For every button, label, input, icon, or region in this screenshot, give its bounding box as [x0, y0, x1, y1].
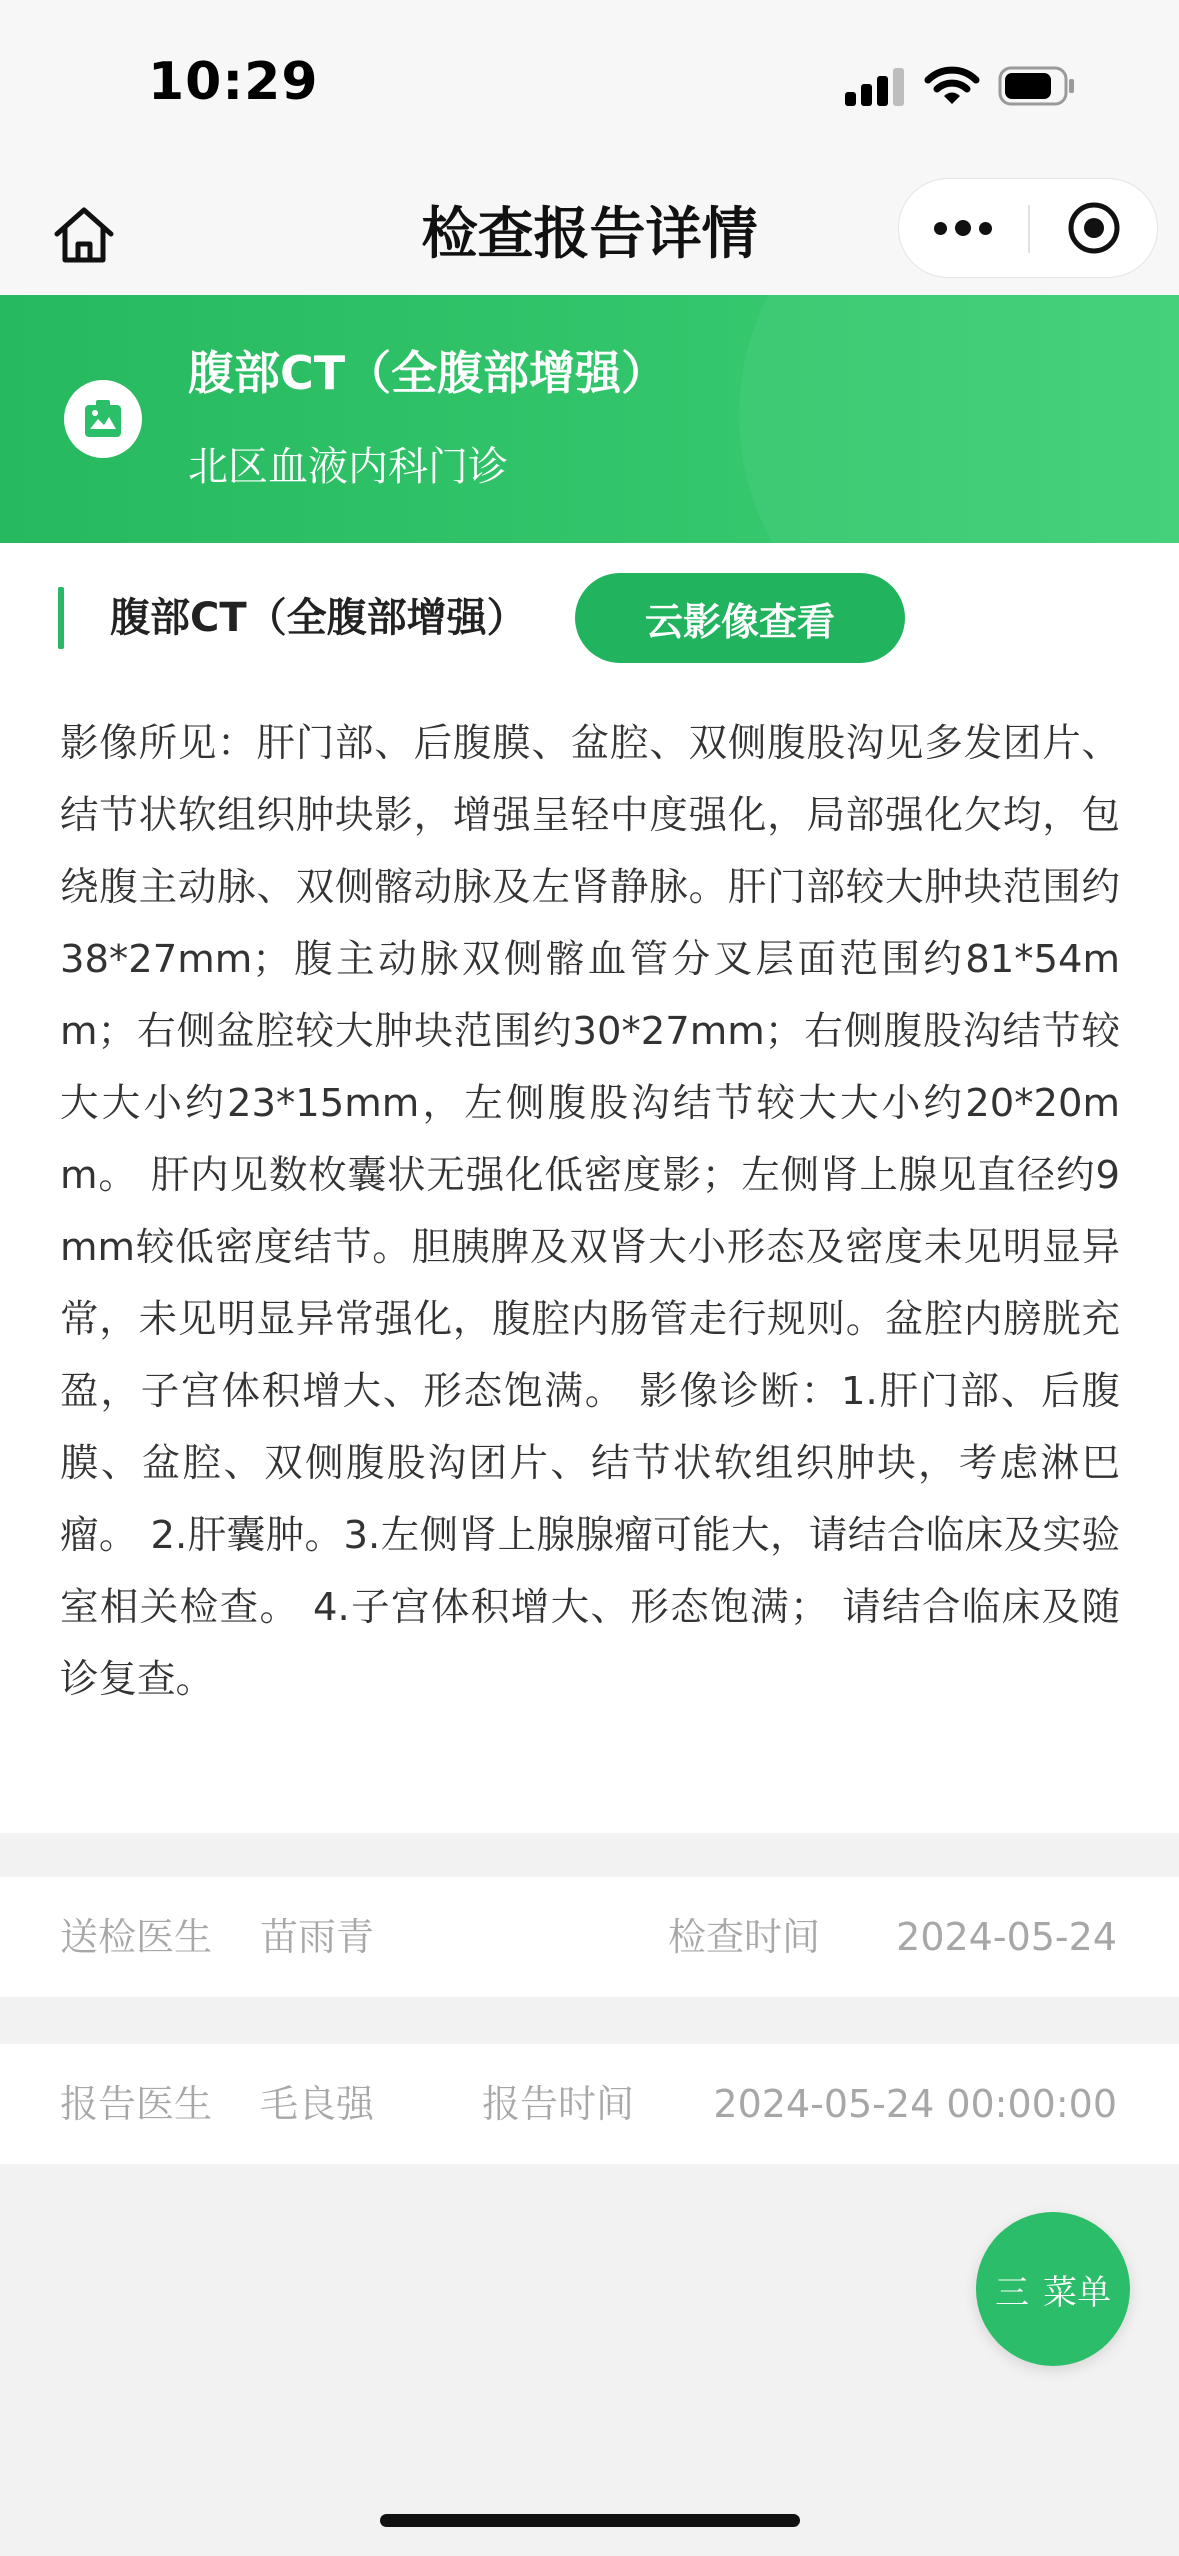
battery-icon: [998, 66, 1076, 106]
home-indicator[interactable]: [380, 2514, 800, 2527]
menu-icon: 三: [995, 2272, 1029, 2313]
status-bar: [0, 0, 1179, 175]
wifi-icon: [924, 64, 980, 108]
report-doctor-value: 毛良强: [260, 2082, 375, 2126]
page-title: 检查报告详情: [421, 202, 758, 267]
section-accent-bar: [58, 587, 64, 649]
cellular-signal-icon: [845, 66, 905, 106]
report-card: [0, 543, 1179, 1833]
close-miniprogram-button[interactable]: [1031, 179, 1157, 277]
header-decoration: [739, 295, 1179, 543]
department-name: 北区血液内科门诊: [188, 444, 508, 490]
report-name: 腹部CT（全腹部增强）: [110, 595, 527, 641]
send-doctor-value: 苗雨青: [260, 1915, 375, 1959]
navigation-bar: [0, 175, 1179, 295]
exam-title: 腹部CT（全腹部增强）: [188, 346, 668, 400]
exam-header: [0, 295, 1179, 543]
report-icon: [64, 380, 142, 458]
miniprogram-capsule: [898, 178, 1158, 278]
report-time-value: 2024-05-24 00:00:00: [713, 2082, 1117, 2126]
more-dots-icon: [934, 222, 947, 235]
more-options-button[interactable]: [899, 179, 1027, 277]
report-info-row: [0, 2044, 1179, 2164]
send-doctor-label: 送检医生: [60, 1915, 213, 1959]
send-info-row: [0, 1877, 1179, 1997]
capsule-divider: [1028, 205, 1030, 253]
status-time: 10:29: [148, 52, 319, 112]
target-close-icon: [1066, 200, 1122, 256]
check-time-label: 检查时间: [668, 1915, 821, 1959]
cloud-image-view-button[interactable]: 云影像查看: [575, 573, 905, 663]
menu-button[interactable]: [976, 2212, 1130, 2366]
report-time-label: 报告时间: [482, 2082, 635, 2126]
report-doctor-label: 报告医生: [60, 2082, 213, 2126]
menu-label: 菜单: [1043, 2272, 1111, 2313]
report-findings-text: 影像所见：肝门部、后腹膜、盆腔、双侧腹股沟见多发团片、结节状软组织肿块影，增强呈轻中度强化，局部强化欠均，包绕腹主动脉、双侧髂动脉及左肾静脉。肝门部较大肿块范围约38*27mm；腹主动脉双侧髂血管分叉层面范围约81*54mm；右侧盆腔较大肿块范围约30*27mm；右侧腹股沟结节较大大小约23*15mm，左侧腹股沟结节较大大小约20*20mm。 肝内见数枚囊状无强化低密度影；左侧肾上腺见直径约9mm较低密度结节。胆胰脾及双肾大小形态及密度未见明显异常，未见明显异常强化，腹腔内肠管走行规则。盆腔内膀胱充盈，子宫体积增大、形态饱满。 影像诊断：1.肝门部、后腹膜、盆腔、双侧腹股沟团片、结节状软组织肿块，考虑淋巴瘤。 2.肝囊肿。3.左侧肾上腺腺瘤可能大，请结合临床及实验室相关检查。 4.子宫体积增大、形态饱满； 请结合临床及随诊复查。: [60, 721, 1120, 1702]
check-time-value: 2024-05-24: [896, 1915, 1117, 1959]
